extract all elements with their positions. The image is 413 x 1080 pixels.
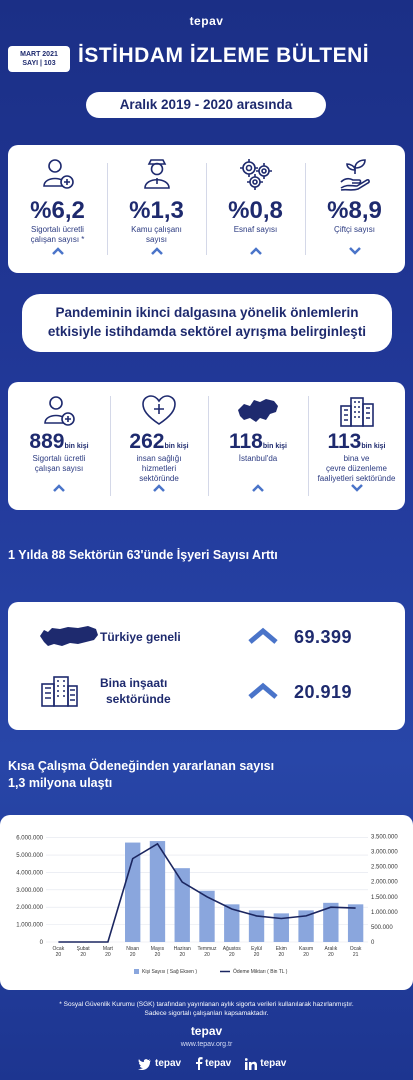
section1-pill: Aralık 2019 - 2020 arasında <box>86 92 326 118</box>
twitter-handle: tepav <box>155 1058 182 1069</box>
chart-bar <box>199 891 214 942</box>
x-tick-label: Temmuz <box>197 946 217 952</box>
x-tick-label: Ocak <box>52 946 65 952</box>
section4-title-line: 1,3 milyona ulaştı <box>8 776 113 790</box>
stat-label: Sigortalı ücretli <box>32 454 86 463</box>
section3-card <box>8 602 405 730</box>
stat-value: %0,8 <box>228 197 283 224</box>
row-label: Bina inşaatı <box>100 676 168 690</box>
twitter-link[interactable] <box>138 1058 181 1070</box>
x-tick-label: 20 <box>80 952 86 958</box>
y-right-tick-label: 1.500.000 <box>371 894 398 901</box>
stat-building-services <box>308 392 405 502</box>
chevron-up-icon <box>246 626 280 646</box>
person-plus-icon <box>41 393 77 429</box>
y-right-tick-label: 2.000.000 <box>371 879 398 886</box>
y-right-tick-label: 500.000 <box>371 924 393 931</box>
y-left-tick-label: 3.000.000 <box>16 887 43 894</box>
section2-headline: Pandeminin ikinci dalgasına yönelik önlemlerin <box>55 305 359 320</box>
x-tick-label: Mayıs <box>150 946 165 952</box>
x-tick-label: Eylül <box>251 946 262 952</box>
chevron-up-icon <box>152 483 166 493</box>
x-tick-label: 20 <box>105 952 111 958</box>
stat-label: Sigortalı ücretli <box>31 225 84 234</box>
page-title: İSTİHDAM İZLEME BÜLTENİ <box>78 44 370 67</box>
y-left-tick-label: 5.000.000 <box>16 853 43 860</box>
x-tick-label: 20 <box>129 952 136 958</box>
officer-icon <box>139 156 175 192</box>
istanbul-map-icon <box>236 396 280 426</box>
person-plus-icon <box>40 156 76 192</box>
x-tick-label: 20 <box>328 952 334 958</box>
y-right-tick-label: 2.500.000 <box>371 864 398 871</box>
x-tick-label: 20 <box>303 952 309 958</box>
chevron-up-icon <box>150 246 164 256</box>
stat-istanbul <box>208 392 308 502</box>
stat-farmers <box>305 155 404 265</box>
stat-tradesmen <box>206 155 305 265</box>
stat-label: Kamu çalışanı <box>131 225 182 234</box>
y-left-tick-label: 0 <box>39 940 43 946</box>
linkedin-handle: tepav <box>260 1058 287 1069</box>
section4-title <box>8 758 274 792</box>
stat-label: insan sağlığı <box>136 454 182 463</box>
stat-label: çalışan sayısı * <box>30 235 85 244</box>
y-left-tick-label: 2.000.000 <box>16 905 43 912</box>
y-left-tick-label: 4.000.000 <box>16 870 43 877</box>
section2-card <box>8 382 405 510</box>
stat-value: %6,2 <box>30 197 85 224</box>
x-tick-label: Kasım <box>298 946 314 952</box>
footnote-line: * Sosyal Güvenlik Kurumu (SGK) tarafından yayınlanan aylık sigorta verileri kullanılarak hazırlanmıştır. <box>59 1001 354 1008</box>
section3-title: 1 Yılda 88 Sektörün 63'ünde İşyeri Sayısı Arttı <box>8 548 278 562</box>
chevron-down-icon <box>348 246 362 256</box>
x-tick-label: 20 <box>154 952 161 958</box>
short-work-allowance-chart <box>0 815 413 990</box>
stat-label: çalışan sayısı <box>34 464 84 473</box>
stat-label: hizmetleri <box>141 464 177 473</box>
chevron-down-icon <box>350 483 364 493</box>
stat-insured-employees-thousand <box>8 392 110 502</box>
row-label: Türkiye geneli <box>100 630 181 644</box>
issue-badge <box>8 46 70 72</box>
stat-value: %8,9 <box>327 197 382 224</box>
stat-insured-employees <box>8 155 107 265</box>
stat-label: Çiftçi sayısı <box>334 225 375 234</box>
footer-brand: tepav <box>190 1024 223 1038</box>
section2-pill <box>22 294 392 352</box>
footnote <box>0 1000 413 1018</box>
x-tick-label: Aralık <box>324 946 338 952</box>
buildings-icon <box>337 394 377 428</box>
x-tick-label: Ekim <box>275 946 287 952</box>
facebook-icon <box>195 1057 203 1070</box>
stat-label: bina ve <box>343 454 370 463</box>
y-right-tick-label: 3.500.000 <box>371 834 398 841</box>
stat-value: 262 <box>129 430 165 453</box>
stat-value: 118 <box>228 430 263 453</box>
chart-bar <box>125 843 140 942</box>
x-tick-label: Mart <box>102 946 113 952</box>
stat-value: 113 <box>327 430 362 453</box>
y-right-tick-label: 3.000.000 <box>371 849 398 856</box>
chevron-up-icon <box>51 246 65 256</box>
x-tick-label: Ağustos <box>222 946 241 952</box>
stat-unit: bin kişi <box>361 443 386 450</box>
stat-health-sector <box>110 392 208 502</box>
section1-card <box>8 145 405 273</box>
x-tick-label: 20 <box>204 952 210 958</box>
row-value: 20.919 <box>294 682 353 702</box>
legend-swatch <box>134 969 139 974</box>
chevron-up-icon <box>52 483 66 493</box>
x-tick-label: 20 <box>55 952 62 958</box>
y-left-tick-label: 1.000.000 <box>16 922 43 929</box>
legend-label: Kişi Sayısı ( Sağ Eksen ) <box>142 969 198 975</box>
linkedin-icon <box>245 1058 258 1070</box>
twitter-icon <box>138 1058 152 1070</box>
social-links <box>138 1057 286 1070</box>
x-tick-label: Şubat <box>76 946 90 952</box>
x-tick-label: 20 <box>228 952 235 958</box>
stat-unit: bin kişi <box>262 443 287 450</box>
chart-bar <box>175 868 190 942</box>
y-right-tick-label: 1.000.000 <box>371 909 398 916</box>
facebook-link[interactable] <box>195 1057 231 1070</box>
x-tick-label: Nisan <box>126 946 140 952</box>
row-label: sektöründe <box>106 692 171 706</box>
stat-label: sayısı <box>146 235 167 244</box>
stat-label: Esnaf sayısı <box>233 225 278 234</box>
facebook-handle: tepav <box>205 1058 232 1069</box>
legend-label: Ödeme Miktarı ( Bin TL ) <box>233 969 288 975</box>
issue-date: MART 2021 <box>20 51 58 58</box>
section4-title-line: Kısa Çalışma Ödeneğinden yararlanan sayısı <box>8 759 275 773</box>
gears-icon <box>237 156 275 192</box>
linkedin-link[interactable] <box>245 1058 286 1070</box>
chart-bar <box>150 841 165 942</box>
chevron-up-icon <box>249 246 263 256</box>
turkey-map-icon <box>38 624 100 650</box>
y-left-tick-label: 6.000.000 <box>16 835 43 842</box>
x-tick-label: Haziran <box>173 946 191 952</box>
stat-label: İstanbul'da <box>238 454 278 463</box>
x-tick-label: Ocak <box>349 946 362 952</box>
stat-label: çevre düzenleme <box>326 464 387 473</box>
stat-label: sektöründe <box>139 474 179 483</box>
stat-label: faaliyetleri sektöründe <box>317 474 396 483</box>
section2-headline: etkisiyle istihdamda sektörel ayrışma belirginleşti <box>47 324 367 339</box>
stat-public-employees <box>107 155 206 265</box>
stat-value: 889 <box>29 430 65 453</box>
y-right-tick-label: 0 <box>371 940 375 946</box>
plant-hand-icon <box>337 156 373 192</box>
building-icon <box>38 674 80 708</box>
x-tick-label: 20 <box>253 952 260 958</box>
heart-plus-icon <box>141 394 177 428</box>
footer-url[interactable]: www.tepav.org.tr <box>180 1041 233 1048</box>
footnote-line: Sadece sigortalı çalışanları kapsamaktadır. <box>144 1010 269 1017</box>
x-tick-label: 20 <box>278 952 285 958</box>
stat-unit: bin kişi <box>164 443 189 450</box>
issue-number: SAYI | 103 <box>22 60 56 67</box>
row-value: 69.399 <box>294 627 353 647</box>
stat-value: %1,3 <box>129 197 184 224</box>
x-tick-label: 21 <box>352 952 359 958</box>
chart-card <box>0 815 413 990</box>
chart-bar <box>348 904 363 942</box>
x-tick-label: 20 <box>179 952 186 958</box>
chevron-up-icon <box>246 681 280 701</box>
stat-unit: bin kişi <box>64 443 89 450</box>
chevron-up-icon <box>251 483 265 493</box>
brand-logo: tepav <box>189 14 224 28</box>
